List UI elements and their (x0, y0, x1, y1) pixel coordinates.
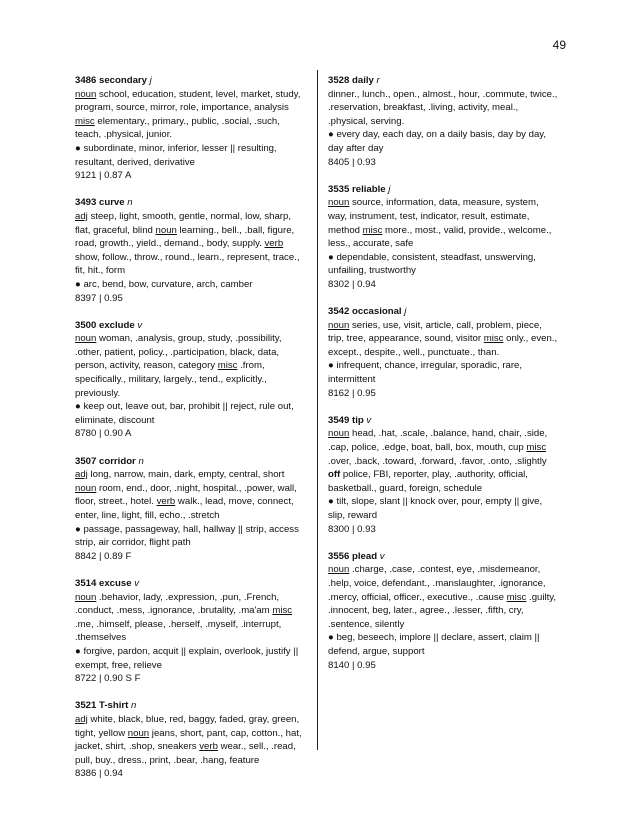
headword-text: 3528 daily (328, 75, 374, 86)
collocation-label: verb (264, 238, 284, 250)
collocation-label: misc (217, 360, 238, 372)
left-column (75, 74, 307, 794)
entry-headword (328, 414, 560, 428)
dictionary-entry (75, 319, 307, 441)
entry-line: noun series, use, visit, article, call, problem, piece, trip, tree, appearance, sound, visitor misc only., even., except., despite., well., punctuate., than. (328, 319, 558, 358)
entry-line: adj white, black, blue, red, baggy, faded, gray, green, tight, yellow noun jeans, short, pant, cap, cotton., hat, jacket, shirt, .shop, sneakers verb wear., sell., .read, pull, buy., dress., print, .bear, .hang, feature (75, 713, 302, 766)
collocation-label: adj (75, 210, 88, 222)
collocation-label: noun (155, 224, 177, 236)
dictionary-entry (328, 305, 560, 400)
entry-line: noun school, education, student, level, market, study, program, source, mirror, role, importance, analysis misc elementary., primary., public, .social, .such, teach, .physical, junior. (75, 88, 301, 141)
entry-line: noun .charge, .case, .contest, eye, .misdemeanor, .help, voice, defendant., .manslaughter, .ignorance, .mercy, official, officer., executive., .cause misc .guilty, .innocent, beg, later., agree., .lesser, .fifth, cry, .sentence, silently (328, 564, 557, 630)
dictionary-entry (75, 577, 307, 686)
right-column (328, 74, 560, 686)
collocation-label: misc (272, 605, 293, 617)
collocation-label: noun (328, 428, 350, 440)
dictionary-entry (75, 455, 307, 564)
part-of-speech: r (376, 75, 380, 86)
collocation-label: noun (328, 197, 350, 209)
entry-line: ● forgive, pardon, acquit || explain, overlook, justify || exempt, free, relieve (75, 645, 299, 671)
collocation-label: misc (75, 115, 95, 127)
headword-text: 3542 occasional (328, 306, 402, 318)
entry-line: noun .behavior, lady, .expression, .pun, .French, .conduct, .mess, .ignorance, .brutality, .ma'am misc .me, .himself, please, .herself, .myself, .interrupt, .themselves (75, 591, 293, 644)
headword-text: 3556 plead (328, 550, 378, 562)
part-of-speech: j (149, 75, 152, 86)
entry-line: 8140 | 0.95 (328, 659, 376, 671)
entry-headword (328, 74, 560, 88)
dictionary-entry (75, 699, 307, 781)
dictionary-entry (75, 74, 307, 183)
part-of-speech: v (137, 319, 143, 331)
headword-text: 3514 excuse (75, 577, 132, 589)
dictionary-entry (328, 414, 560, 536)
headword-text: 3549 tip (328, 414, 364, 426)
entry-line: 8397 | 0.95 (75, 292, 123, 304)
entry-line: 8386 | 0.94 (75, 768, 123, 780)
entry-line: 8405 | 0.93 (328, 156, 376, 168)
part-of-speech: v (379, 550, 385, 562)
collocation-label: adj (75, 713, 88, 725)
entry-headword (328, 550, 560, 564)
collocation-label: noun (75, 88, 97, 100)
dictionary-entry (328, 74, 560, 169)
collocation-label: noun (75, 333, 97, 345)
entry-line: adj steep, light, smooth, gentle, normal, low, sharp, flat, graceful, blind noun learning., bell., .ball, figure, road, growth., yield., demand., body, supply. verb show, follow., throw., round., learn., represent, trace., fit, hit., form (75, 210, 300, 277)
headword-text: 3521 T-shirt (75, 700, 129, 712)
part-of-speech: v (134, 577, 140, 589)
part-of-speech: n (127, 197, 133, 209)
entry-line: ● keep out, leave out, bar, prohibit || reject, rule out, eliminate, discount (75, 401, 294, 426)
collocation-label: noun (75, 482, 97, 494)
entry-line: ● every day, each day, on a daily basis, day by day, day after day (328, 129, 547, 154)
entry-line: noun source, information, data, measure, system, way, instrument, test, indicator, result, estimate, method misc more., most., valid, provide., welcome., less., accurate, safe (328, 197, 552, 250)
entry-line: 8780 | 0.90 A (75, 428, 132, 440)
column-divider (317, 70, 318, 750)
entry-line: 8722 | 0.90 S F (75, 673, 141, 685)
dictionary-entry (328, 183, 560, 292)
entry-line: 8302 | 0.94 (328, 278, 376, 290)
collocation-label: noun (328, 319, 350, 331)
part-of-speech: j (404, 306, 407, 318)
entry-line: 9121 | 0.87 A (75, 170, 132, 182)
collocation-label: adj (75, 469, 88, 481)
entry-line: 8162 | 0.95 (328, 387, 376, 399)
entry-headword (75, 699, 307, 713)
entry-line: ● beg, beseech, implore || declare, assert, claim || defend, argue, support (328, 632, 540, 657)
collocation-label: verb (199, 741, 218, 753)
headword-text: 3507 corridor (75, 455, 136, 467)
headword-text: 3535 reliable (328, 183, 386, 195)
entry-headword (328, 183, 560, 197)
dictionary-entry (328, 550, 560, 672)
entry-line: 8842 | 0.89 F (75, 550, 132, 562)
entry-line: dinner., lunch., open., almost., hour, .commute, twice., .reservation, breakfast, .living, activity, meal., .physical, serving. (328, 88, 558, 127)
bold-term: off (328, 469, 341, 481)
collocation-label: noun (328, 564, 350, 576)
collocation-label: misc (362, 224, 383, 236)
entry-line: noun woman, .analysis, group, study, .possibility, .other, patient, policy., .participation, black, data, person, activity, reason, category misc .from, specifically., military, largely., tend., explicitly., previously. (75, 333, 282, 399)
entry-line: 8300 | 0.93 (328, 523, 376, 535)
entry-line: ● tilt, slope, slant || knock over, pour, empty || give, slip, reward (328, 496, 543, 521)
entry-line: ● passage, passageway, hall, hallway || strip, access strip, air corridor, flight path (75, 523, 299, 549)
page-number: 49 (552, 38, 566, 52)
entry-headword (328, 305, 560, 319)
entry-headword (75, 319, 307, 333)
part-of-speech: n (131, 700, 137, 712)
headword-text: 3493 curve (75, 197, 125, 209)
entry-line: ● infrequent, chance, irregular, sporadic, rare, intermittent (328, 360, 523, 386)
entry-headword (75, 74, 307, 88)
part-of-speech: n (138, 455, 144, 467)
collocation-label: noun (75, 591, 97, 603)
entry-headword (75, 577, 307, 591)
entry-headword (75, 455, 307, 469)
entry-line: ● subordinate, minor, inferior, lesser || resulting, resultant, derived, derivative (75, 142, 277, 168)
collocation-label: misc (526, 442, 547, 454)
entry-line: noun head, .hat, .scale, .balance, hand, chair, .side, .cap, police, .edge, boat, ball, box, mouth, cup misc .over, .back, .toward, .forward, .favor, .onto, .slightly off police, FBI, reporter, play, .authority, official, basketball., guard, foreign, schedule (328, 428, 548, 494)
collocation-label: verb (156, 496, 176, 508)
part-of-speech: j (388, 183, 391, 195)
entry-headword (75, 196, 307, 210)
collocation-label: misc (483, 333, 504, 345)
collocation-label: noun (127, 727, 150, 739)
entry-line: adj long, narrow, main, dark, empty, central, short noun room, end., door, .night, hospital., .power, wall, floor, street., hotel. verb walk., lead, move, connect, enter, line, light, fill, echo., .stretch (75, 469, 297, 521)
collocation-label: misc (506, 591, 527, 603)
part-of-speech: v (366, 414, 372, 426)
dictionary-entry (75, 196, 307, 305)
headword-text: 3486 secondary (75, 75, 147, 86)
entry-line: ● dependable, consistent, steadfast, unswerving, unfailing, trustworthy (328, 251, 536, 277)
headword-text: 3500 exclude (75, 319, 135, 331)
entry-line: ● arc, bend, bow, curvature, arch, camber (75, 278, 253, 290)
